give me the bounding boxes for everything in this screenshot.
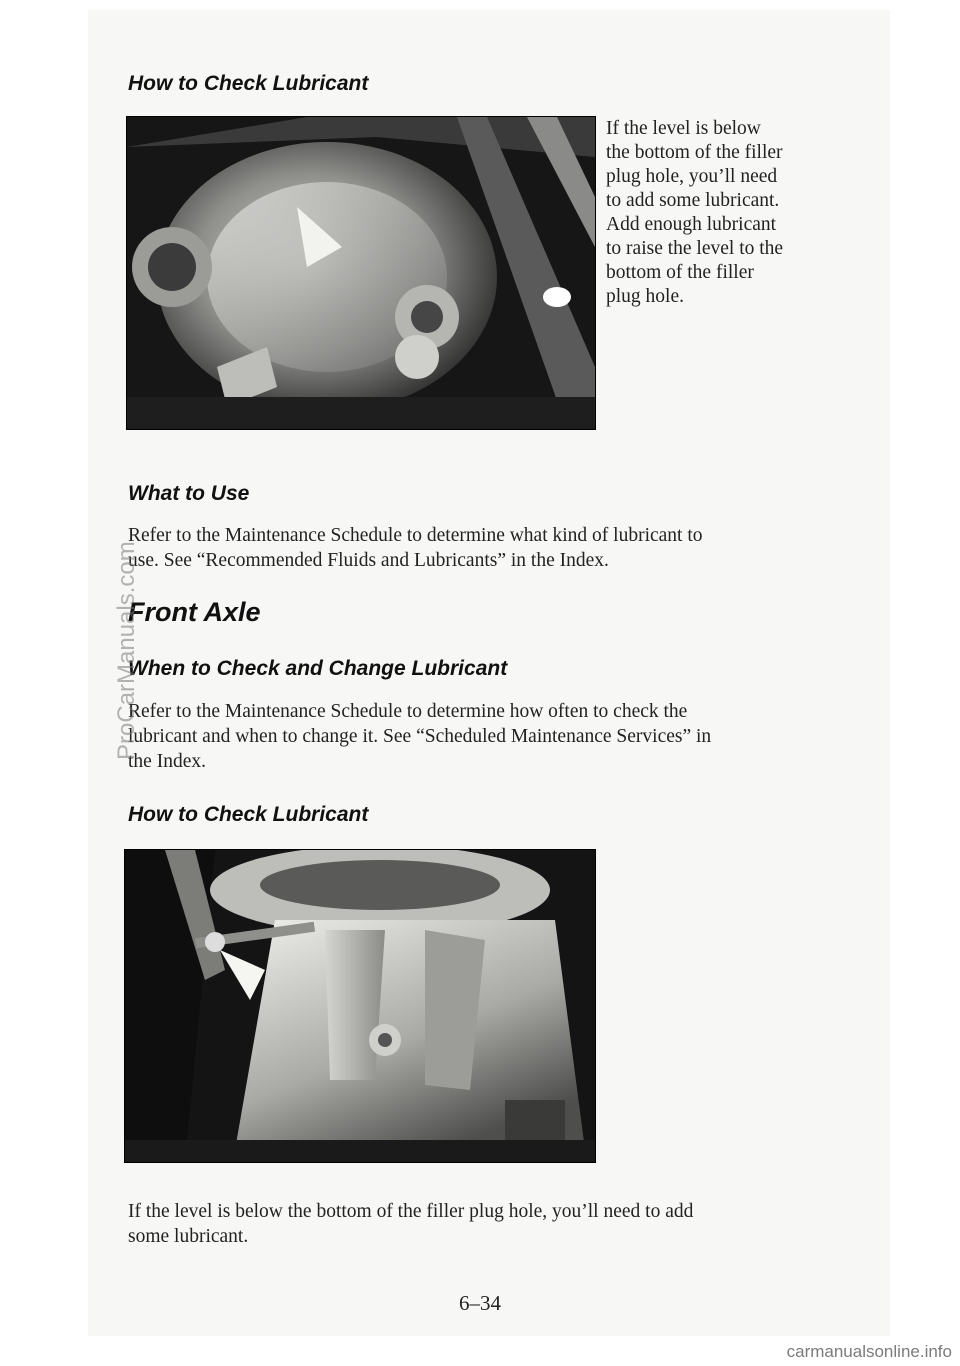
when-to-check-heading: When to Check and Change Lubricant xyxy=(128,657,508,680)
what-to-use-heading: What to Use xyxy=(128,482,250,505)
bottom-watermark: carmanualsonline.info xyxy=(786,1342,952,1361)
rear-check-heading: How to Check Lubricant xyxy=(128,72,369,95)
front-check-heading: How to Check Lubricant xyxy=(128,803,369,826)
page-number: 6–34 xyxy=(459,1291,501,1315)
front-axle-photo xyxy=(124,849,596,1163)
side-watermark: ProCarManuals.com xyxy=(113,541,140,760)
rear-axle-photo xyxy=(126,116,596,430)
front-axle-heading: Front Axle xyxy=(128,597,261,627)
